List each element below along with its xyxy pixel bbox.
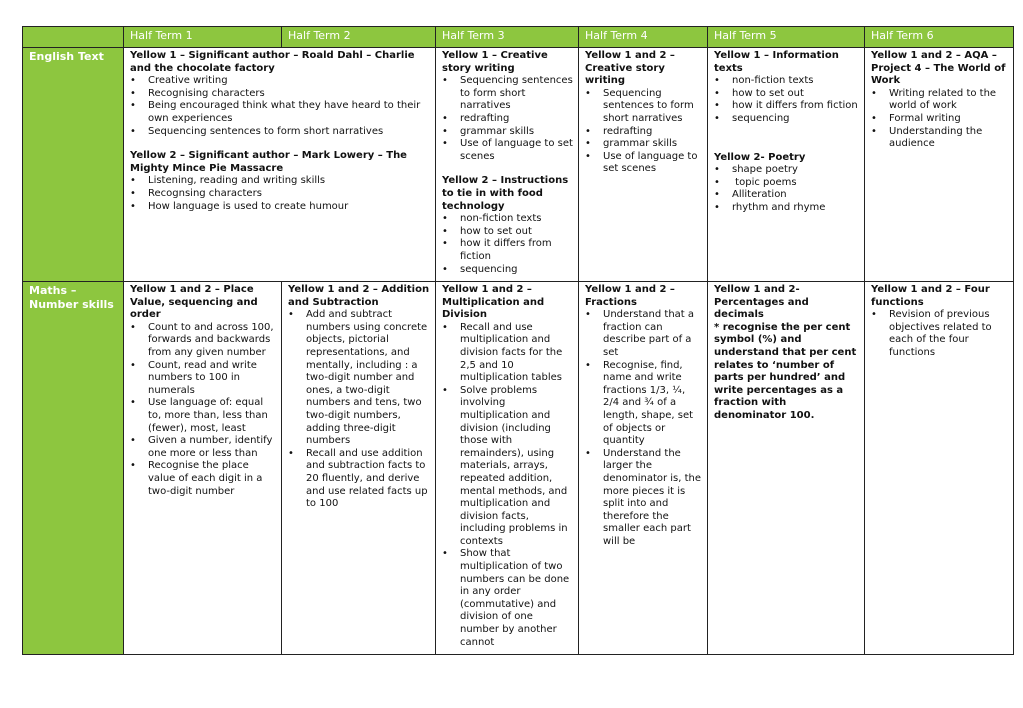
- list-item: • Show that multiplication of two numbers can be done in any order (commutative) and division of one number by another cannot: [442, 548, 573, 649]
- english-ht5-block-0: [714, 50, 859, 126]
- list-item: • redrafting: [585, 126, 702, 139]
- maths-ht6-cell: [865, 282, 1014, 655]
- header-half-term-2: Half Term 2: [282, 27, 436, 48]
- block-title: Yellow 1 and 2 – Place Value, sequencing and order: [130, 284, 258, 321]
- block-title: Yellow 1 and 2 – Addition and Subtraction: [288, 284, 430, 308]
- header-half-term-1: Half Term 1: [124, 27, 282, 48]
- list-item: • non-fiction texts: [714, 75, 859, 88]
- list-item: • Formal writing: [871, 113, 1008, 126]
- maths-row: [23, 282, 1014, 655]
- block-title: Yellow 1 – Information texts: [714, 50, 839, 74]
- english-row: [23, 48, 1014, 282]
- maths-ht3-cell: [436, 282, 579, 655]
- english-ht3-cell: [436, 48, 579, 282]
- block-title: Yellow 2 – Instructions to tie in with food technology: [442, 175, 569, 212]
- list-item: • Use of language to set scenes: [585, 151, 702, 176]
- list-item: • how it differs from fiction: [714, 100, 859, 113]
- list-item: • Sequencing sentences to form short narratives: [585, 88, 702, 126]
- list-item: • rhythm and rhyme: [714, 202, 859, 215]
- header-half-term-4: Half Term 4: [579, 27, 708, 48]
- list-item: • Recall and use addition and subtraction facts to 20 fluently, and derive and use related facts up to 100: [288, 448, 430, 511]
- list-item: • Recognsing characters: [130, 188, 430, 201]
- bullet-list: [130, 322, 276, 498]
- bullet-list: [714, 75, 859, 125]
- list-item: • redrafting: [442, 113, 573, 126]
- block-title: Yellow 2 – Significant author – Mark Lowery – The Mighty Mince Pie Massacre: [130, 150, 407, 174]
- english-ht3-block-0: [442, 50, 573, 163]
- list-item: • how to set out: [714, 88, 859, 101]
- list-item: • sequencing: [714, 113, 859, 126]
- list-item: • Sequencing sentences to form short narratives: [130, 126, 430, 139]
- list-item: • How language is used to create humour: [130, 201, 430, 214]
- list-item: • Writing related to the world of work: [871, 88, 1008, 113]
- block-title: Yellow 1 and 2 – AQA – Project 4 – The World of Work: [871, 50, 1006, 87]
- block-title: Yellow 2- Poetry: [714, 151, 806, 163]
- header-half-term-5: Half Term 5: [708, 27, 865, 48]
- list-item: • shape poetry: [714, 164, 859, 177]
- list-item: • Recognise the place value of each digit in a two-digit number: [130, 460, 276, 498]
- list-item: • Count to and across 100, forwards and backwards from any given number: [130, 322, 276, 360]
- english-ht5-cell: [708, 48, 865, 282]
- list-item: • Solve problems involving multiplication and division (including those with remainders), using materials, arrays, repeated addition, mental methods, and multiplication and division facts, including problems in contexts: [442, 385, 573, 549]
- english-ht6-block-0: [871, 50, 1008, 151]
- list-item: • Use language of: equal to, more than, less than (fewer), most, least: [130, 397, 276, 435]
- bullet-list: [442, 322, 573, 649]
- list-item: • Alliteration: [714, 189, 859, 202]
- english-ht5-block-1: [714, 152, 859, 215]
- english-ht6-cell: [865, 48, 1014, 282]
- percent-note: * recognise the per cent symbol (%) and understand that per cent relates to ‘number of parts per hundred’ and write percentages as a fraction with denominator 100.: [714, 321, 857, 421]
- block-title: Yellow 1 and 2 – Four functions: [871, 284, 990, 308]
- english-ht12-block-1: [130, 150, 430, 213]
- bullet-list: [442, 213, 573, 276]
- list-item: • grammar skills: [585, 138, 702, 151]
- bullet-list: [585, 309, 702, 548]
- maths-ht2-cell: [282, 282, 436, 655]
- list-item: • Revision of previous objectives related to each of the four functions: [871, 309, 1008, 359]
- list-item: • Being encouraged think what they have heard to their own experiences: [130, 100, 430, 125]
- list-item: • Count, read and write numbers to 100 in numerals: [130, 360, 276, 398]
- english-ht12-block-0: [130, 50, 430, 138]
- maths-ht1-cell: [124, 282, 282, 655]
- list-item: • grammar skills: [442, 126, 573, 139]
- bullet-list: [288, 309, 430, 511]
- list-item: • Understand that a fraction can describe part of a set: [585, 309, 702, 359]
- english-ht1-2-cell: [124, 48, 436, 282]
- block-title: Yellow 1 – Significant author – Roald Dahl – Charlie and the chocolate factory: [130, 50, 415, 74]
- maths-ht5-cell: [708, 282, 865, 655]
- header-half-term-6: Half Term 6: [865, 27, 1014, 48]
- maths-row-label: Maths – Number skills: [23, 282, 124, 655]
- bullet-list: [871, 309, 1008, 359]
- bullet-list: [130, 75, 430, 138]
- list-item: • topic poems: [714, 177, 859, 190]
- list-item: • non-fiction texts: [442, 213, 573, 226]
- english-ht3-block-1: [442, 175, 573, 276]
- list-item: • sequencing: [442, 264, 573, 277]
- bullet-list: [714, 164, 859, 214]
- bullet-list: [871, 88, 1008, 151]
- list-item: • Understand the larger the denominator is, the more pieces it is split into and therefore the smaller each part will be: [585, 448, 702, 549]
- list-item: • Recognising characters: [130, 88, 430, 101]
- list-item: • Recognise, find, name and write fractions 1/3, ¼, 2/4 and ¾ of a length, shape, set of objects or quantity: [585, 360, 702, 448]
- list-item: • how it differs from fiction: [442, 238, 573, 263]
- header-cell-corner: [23, 27, 124, 48]
- list-item: • Add and subtract numbers using concrete objects, pictorial representations, and mentally, including : a two-digit number and ones, a two-digit numbers and tens, two two-digit numbers, adding three-digit numbers: [288, 309, 430, 448]
- list-item: • Sequencing sentences to form short narratives: [442, 75, 573, 113]
- english-row-label: English Text: [23, 48, 124, 282]
- block-title: Yellow 1 and 2 – Creative story writing: [585, 50, 675, 87]
- list-item: • Recall and use multiplication and division facts for the 2,5 and 10 multiplication tables: [442, 322, 573, 385]
- block-title: Yellow 1 and 2 – Multiplication and Division: [442, 284, 545, 321]
- list-item: • Listening, reading and writing skills: [130, 175, 430, 188]
- curriculum-table: [22, 26, 1014, 655]
- english-ht4-block-0: [585, 50, 702, 176]
- bullet-list: [442, 75, 573, 163]
- list-item: • Use of language to set scenes: [442, 138, 573, 163]
- list-item: • Creative writing: [130, 75, 430, 88]
- block-title: Yellow 1 – Creative story writing: [442, 50, 548, 74]
- bullet-list: [585, 88, 702, 176]
- list-item: • Understanding the audience: [871, 126, 1008, 151]
- block-title: Yellow 1 and 2 – Fractions: [585, 284, 675, 308]
- header-row: [23, 27, 1014, 48]
- list-item: • Given a number, identify one more or less than: [130, 435, 276, 460]
- bullet-list: [130, 175, 430, 213]
- list-item: • how to set out: [442, 226, 573, 239]
- header-half-term-3: Half Term 3: [436, 27, 579, 48]
- english-ht4-cell: [579, 48, 708, 282]
- maths-ht4-cell: [579, 282, 708, 655]
- block-title: Yellow 1 and 2- Percentages and decimals: [714, 284, 809, 321]
